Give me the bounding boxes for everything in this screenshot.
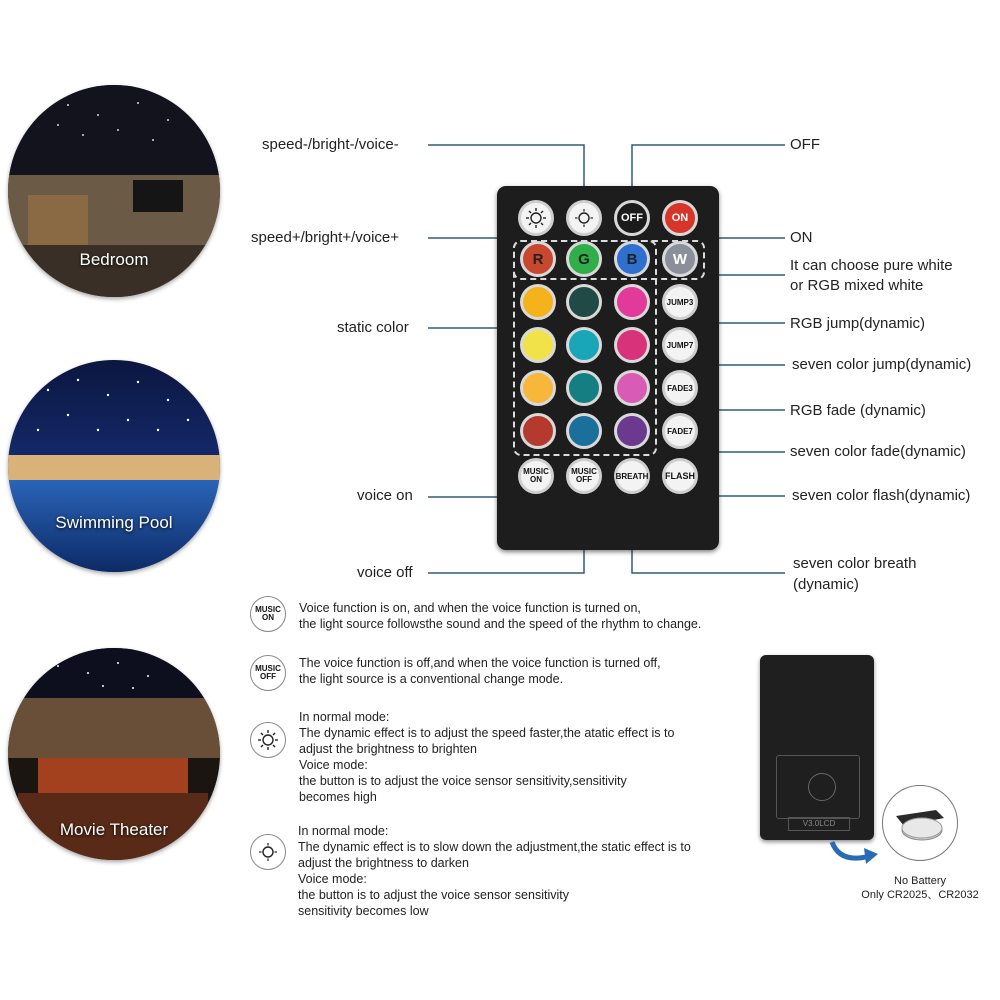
color-button[interactable] bbox=[614, 370, 650, 406]
back-label: V3.0LCD bbox=[788, 817, 850, 831]
blue-button[interactable]: B bbox=[614, 241, 650, 277]
music-off-text1: MUSIC bbox=[571, 467, 597, 476]
color-button[interactable] bbox=[614, 327, 650, 363]
color-button[interactable] bbox=[566, 413, 602, 449]
music-on-icon bbox=[250, 596, 286, 632]
music-on-text1: MUSIC bbox=[523, 467, 549, 476]
fade7-button[interactable]: FADE7 bbox=[662, 413, 698, 449]
battery-note-line1: No Battery bbox=[894, 875, 946, 887]
color-button[interactable] bbox=[614, 413, 650, 449]
callout-seven-breath-line2: (dynamic) bbox=[793, 576, 859, 593]
callout-seven-flash: seven color flash(dynamic) bbox=[792, 487, 971, 504]
green-button[interactable]: G bbox=[566, 241, 602, 277]
music-on-description bbox=[299, 600, 701, 632]
movie-theater-label: Movie Theater bbox=[59, 820, 169, 839]
music-on-text2: ON bbox=[530, 475, 542, 484]
plus-desc-line3: adjust the brightness to brighten bbox=[299, 742, 477, 756]
sun-plus-icon bbox=[525, 207, 547, 229]
color-button[interactable] bbox=[520, 370, 556, 406]
speed-plus-button[interactable] bbox=[518, 200, 554, 236]
callout-white-line1: It can choose pure white bbox=[790, 257, 953, 274]
callout-seven-jump: seven color jump(dynamic) bbox=[792, 356, 972, 373]
battery-detail bbox=[882, 785, 958, 861]
color-button[interactable] bbox=[520, 327, 556, 363]
speed-plus-description bbox=[299, 709, 674, 805]
music-off-button[interactable] bbox=[566, 458, 602, 494]
callout-seven-fade: seven color fade(dynamic) bbox=[790, 443, 966, 460]
minus-desc-line5: the button is to adjust the voice sensor sensitivity bbox=[298, 888, 569, 902]
music-off-icon-text2: OFF bbox=[260, 672, 276, 681]
plus-desc-line2: The dynamic effect is to adjust the speed faster,the atatic effect is to bbox=[299, 726, 675, 740]
callout-rgb-jump: RGB jump(dynamic) bbox=[790, 315, 926, 332]
callout-speed-minus: speed-/bright-/voice- bbox=[262, 136, 399, 153]
music-off-icon bbox=[250, 655, 286, 691]
color-button[interactable] bbox=[520, 413, 556, 449]
music-off-desc-line1: The voice function is off,and when the voice function is turned off, bbox=[299, 656, 661, 670]
plus-desc-line6: becomes high bbox=[299, 790, 377, 804]
plus-desc-line4: Voice mode: bbox=[299, 758, 368, 772]
minus-desc-line3: adjust the brightness to darken bbox=[298, 856, 469, 870]
callout-voice-off: voice off bbox=[357, 564, 413, 581]
red-button[interactable]: R bbox=[520, 241, 556, 277]
jump3-button[interactable]: JUMP3 bbox=[662, 284, 698, 320]
battery-note bbox=[850, 874, 990, 902]
plus-desc-line5: the button is to adjust the voice sensor sensitivity,sensitivity bbox=[299, 774, 627, 788]
bedroom-label: Bedroom bbox=[79, 250, 149, 269]
flash-button[interactable]: FLASH bbox=[662, 458, 698, 494]
minus-desc-line1: In normal mode: bbox=[298, 824, 389, 838]
breath-button[interactable]: BREATH bbox=[614, 458, 650, 494]
callout-white-line2: or RGB mixed white bbox=[790, 277, 924, 294]
callout-off: OFF bbox=[790, 136, 820, 153]
music-on-button[interactable] bbox=[518, 458, 554, 494]
battery-slot bbox=[808, 773, 836, 801]
swimming-pool-label: Swimming Pool bbox=[55, 513, 173, 532]
music-off-desc-line2: the light source is a conventional change mode. bbox=[299, 672, 564, 686]
color-button[interactable] bbox=[566, 370, 602, 406]
battery-note-line2: Only CR2025、CR2032 bbox=[861, 889, 979, 901]
color-button[interactable] bbox=[566, 284, 602, 320]
music-on-desc-line1: Voice function is on, and when the voice function is turned on, bbox=[299, 601, 641, 615]
white-button[interactable]: W bbox=[662, 241, 698, 277]
on-button[interactable]: ON bbox=[662, 200, 698, 236]
music-off-text2: OFF bbox=[576, 475, 592, 484]
callout-voice-on: voice on bbox=[357, 487, 413, 504]
music-on-desc-line2: the light source followsthe sound and the speed of the rhythm to change. bbox=[299, 617, 702, 631]
minus-desc-line4: Voice mode: bbox=[298, 872, 367, 886]
callout-seven-breath-line1: seven color breath bbox=[793, 555, 917, 572]
minus-desc-line2: The dynamic effect is to slow down the adjustment,the static effect is to bbox=[298, 840, 691, 854]
callout-static-color: static color bbox=[337, 319, 409, 336]
plus-desc-line1: In normal mode: bbox=[299, 710, 390, 724]
color-button[interactable] bbox=[520, 284, 556, 320]
color-button[interactable] bbox=[566, 327, 602, 363]
callout-rgb-fade: RGB fade (dynamic) bbox=[790, 402, 926, 419]
off-button[interactable]: OFF bbox=[614, 200, 650, 236]
music-off-description bbox=[299, 655, 661, 687]
speed-minus-description bbox=[298, 823, 691, 919]
minus-desc-line6: sensitivity becomes low bbox=[298, 904, 429, 918]
callout-on: ON bbox=[790, 229, 813, 246]
sun-minus-icon bbox=[573, 207, 595, 229]
remote-back-panel bbox=[760, 655, 874, 840]
speed-minus-button[interactable] bbox=[566, 200, 602, 236]
curved-arrow-icon bbox=[826, 836, 882, 870]
music-off-icon-text1: MUSIC bbox=[255, 664, 281, 673]
sun-minus-icon bbox=[250, 834, 286, 870]
remote-control bbox=[497, 186, 719, 550]
coin-battery-icon bbox=[890, 798, 950, 848]
jump7-button[interactable]: JUMP7 bbox=[662, 327, 698, 363]
music-on-icon-text2: ON bbox=[262, 613, 274, 622]
sun-plus-icon bbox=[250, 722, 286, 758]
music-on-icon-text1: MUSIC bbox=[255, 605, 281, 614]
fade3-button[interactable]: FADE3 bbox=[662, 370, 698, 406]
callout-speed-plus: speed+/bright+/voice+ bbox=[251, 229, 400, 246]
color-button[interactable] bbox=[614, 284, 650, 320]
